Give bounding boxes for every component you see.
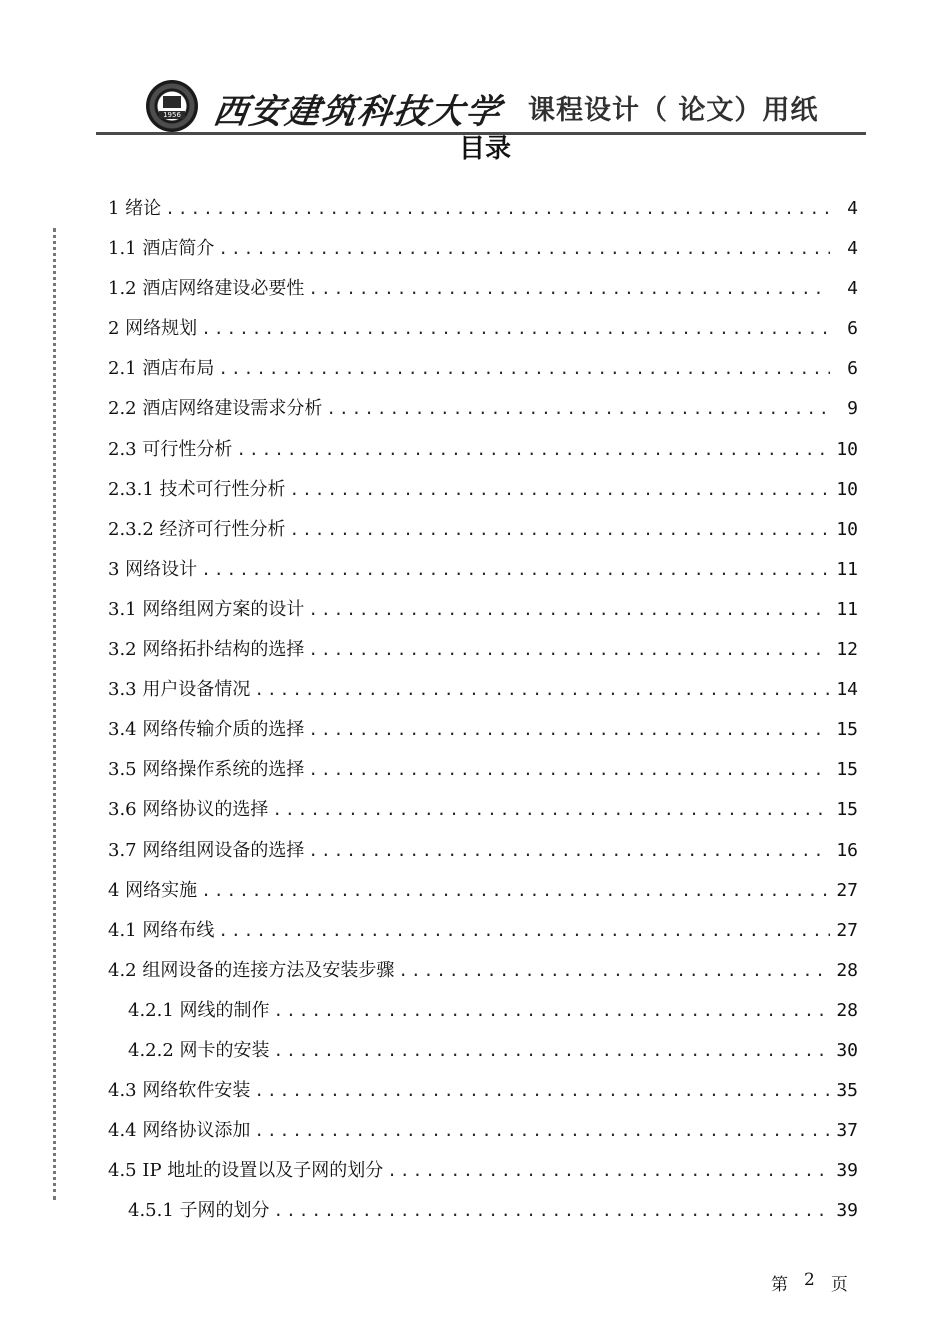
toc-entry[interactable] xyxy=(108,916,858,956)
page-header xyxy=(0,0,950,140)
toc-entry[interactable] xyxy=(108,354,858,394)
toc-title: 目录 xyxy=(458,134,511,164)
toc-entry-label: 2.3 可行性分析 xyxy=(108,438,233,460)
toc-entry-page: 10 xyxy=(836,478,858,500)
toc-entry-label: 2.3.1 技术可行性分析 xyxy=(108,478,286,500)
toc-entry[interactable] xyxy=(108,1196,858,1236)
toc-entry-label: 4.2.2 网卡的安装 xyxy=(128,1039,270,1061)
toc-entry-label: 2.2 酒店网络建设需求分析 xyxy=(108,398,323,420)
toc-entry[interactable] xyxy=(108,1116,858,1156)
toc-leader-dots xyxy=(326,399,830,418)
toc-entry-page: 9 xyxy=(847,398,858,420)
toc-entry[interactable] xyxy=(108,635,858,675)
toc-entry-page: 27 xyxy=(836,919,858,941)
toc-entry-label: 3.3 用户设备情况 xyxy=(108,679,251,701)
toc-leader-dots xyxy=(218,921,830,940)
toc-leader-dots xyxy=(308,279,830,298)
toc-entry[interactable] xyxy=(108,675,858,715)
toc-entry-page: 27 xyxy=(836,879,858,901)
toc-entry-page: 28 xyxy=(836,959,858,981)
toc-entry-label: 4.5 IP 地址的设置以及子网的划分 xyxy=(108,1160,384,1182)
toc-entry-page: 4 xyxy=(847,278,858,300)
toc-entry-page: 28 xyxy=(836,999,858,1021)
toc-entry-page: 4 xyxy=(847,238,858,260)
toc-entry-label: 4 网络实施 xyxy=(108,879,198,901)
toc-entry[interactable] xyxy=(108,1076,858,1116)
toc-entry-page: 11 xyxy=(836,598,858,620)
toc-entry[interactable] xyxy=(108,715,858,755)
toc-entry[interactable] xyxy=(108,755,858,795)
toc-entry-page: 15 xyxy=(836,719,858,741)
toc-leader-dots xyxy=(236,440,830,459)
toc-entry[interactable] xyxy=(108,515,858,555)
toc-leader-dots xyxy=(308,720,830,739)
toc-entry[interactable] xyxy=(108,595,858,635)
toc-leader-dots xyxy=(218,359,830,378)
toc-entry-label: 3.2 网络拓扑结构的选择 xyxy=(108,639,305,661)
toc-entry[interactable] xyxy=(108,956,858,996)
toc-entry-label: 4.2.1 网线的制作 xyxy=(128,999,270,1021)
toc-leader-dots xyxy=(218,239,830,258)
toc-entry[interactable] xyxy=(108,836,858,876)
toc-leader-dots xyxy=(272,800,830,819)
footer-prefix: 第 xyxy=(771,1275,788,1295)
toc-entry[interactable] xyxy=(108,394,858,434)
toc-entry-label: 4.3 网络软件安装 xyxy=(108,1080,251,1102)
toc-leader-dots xyxy=(201,881,830,900)
toc-entry[interactable] xyxy=(108,274,858,314)
toc-entry-label: 3.5 网络操作系统的选择 xyxy=(108,759,305,781)
toc-entry-page: 6 xyxy=(847,318,858,340)
toc-entry[interactable] xyxy=(108,795,858,835)
toc-entry-label: 4.2 组网设备的连接方法及安装步骤 xyxy=(108,959,395,981)
binding-line xyxy=(53,228,56,1200)
toc-entry-page: 12 xyxy=(836,639,858,661)
toc-leader-dots xyxy=(290,520,830,539)
toc-leader-dots xyxy=(398,961,830,980)
toc-entry-page: 35 xyxy=(836,1080,858,1102)
toc-leader-dots xyxy=(290,480,830,499)
toc-entry-label: 2.1 酒店布局 xyxy=(108,358,215,380)
toc-leader-dots xyxy=(254,1081,830,1100)
toc-entry-label: 1.2 酒店网络建设必要性 xyxy=(108,278,305,300)
toc-leader-dots xyxy=(274,1201,830,1220)
toc-leader-dots xyxy=(201,560,830,579)
toc-entry-page: 6 xyxy=(847,358,858,380)
toc-leader-dots xyxy=(254,680,830,699)
toc-leader-dots xyxy=(308,640,830,659)
footer-suffix: 页 xyxy=(830,1275,848,1295)
toc-entry-page: 16 xyxy=(836,839,858,861)
toc-entry-page: 15 xyxy=(836,799,858,821)
toc-entry[interactable] xyxy=(108,314,858,354)
toc-leader-dots xyxy=(274,1001,830,1020)
toc-leader-dots xyxy=(308,760,830,779)
toc-entry[interactable] xyxy=(108,435,858,475)
footer-page-number: 2 xyxy=(804,1270,815,1290)
toc-entry-label: 1.1 酒店简介 xyxy=(108,238,215,260)
toc-entry-label: 3.6 网络协议的选择 xyxy=(108,799,269,821)
toc-entry-label: 1 绪论 xyxy=(108,198,162,219)
toc-entry-label: 3.4 网络传输介质的选择 xyxy=(108,719,305,741)
seal-year: 1956 xyxy=(159,111,185,119)
toc-entry-page: 39 xyxy=(836,1160,858,1182)
toc-entry-page: 10 xyxy=(836,518,858,540)
toc-entry-label: 2 网络规划 xyxy=(108,318,198,340)
toc-entry-label: 4.4 网络协议添加 xyxy=(108,1120,251,1142)
toc-leader-dots xyxy=(308,841,830,860)
toc-leader-dots xyxy=(201,319,830,338)
toc-entry[interactable] xyxy=(108,475,858,515)
toc-entry-page: 11 xyxy=(836,558,858,580)
toc-entry[interactable] xyxy=(108,234,858,274)
seal-building-icon xyxy=(163,96,181,108)
toc-entry-label: 3 网络设计 xyxy=(108,558,198,580)
toc-entry-page: 15 xyxy=(836,759,858,781)
toc-entry-label: 3.1 网络组网方案的设计 xyxy=(108,598,305,620)
toc-entry-page: 37 xyxy=(836,1120,858,1142)
toc-entry-page: 30 xyxy=(836,1039,858,1061)
toc-entry[interactable] xyxy=(108,194,858,234)
toc-entry[interactable] xyxy=(108,876,858,916)
university-seal-logo xyxy=(146,80,198,132)
toc-entry[interactable] xyxy=(108,1156,858,1196)
toc-leader-dots xyxy=(308,600,830,619)
page-footer xyxy=(771,1270,848,1295)
toc-entry-label: 4.5.1 子网的划分 xyxy=(128,1200,270,1222)
toc-entry-label: 2.3.2 经济可行性分析 xyxy=(108,518,286,540)
toc-entry-label: 3.7 网络组网设备的选择 xyxy=(108,839,305,861)
toc-leader-dots xyxy=(165,199,830,218)
course-paper-label: 课程设计（ 论文）用纸 xyxy=(528,95,819,126)
toc-entry-page: 39 xyxy=(836,1200,858,1222)
toc-leader-dots xyxy=(274,1041,830,1060)
toc-entry[interactable] xyxy=(108,555,858,595)
toc-entry-label: 4.1 网络布线 xyxy=(108,919,215,941)
toc-entry-page: 10 xyxy=(836,438,858,460)
toc-entry-page: 14 xyxy=(836,679,858,701)
university-name: 西安建筑科技大学 xyxy=(210,92,505,132)
toc-entry-page: 4 xyxy=(847,198,858,219)
table-of-contents xyxy=(108,194,858,1236)
toc-entry[interactable] xyxy=(108,996,858,1036)
toc-leader-dots xyxy=(387,1161,830,1180)
toc-leader-dots xyxy=(254,1121,830,1140)
toc-entry[interactable] xyxy=(108,1036,858,1076)
